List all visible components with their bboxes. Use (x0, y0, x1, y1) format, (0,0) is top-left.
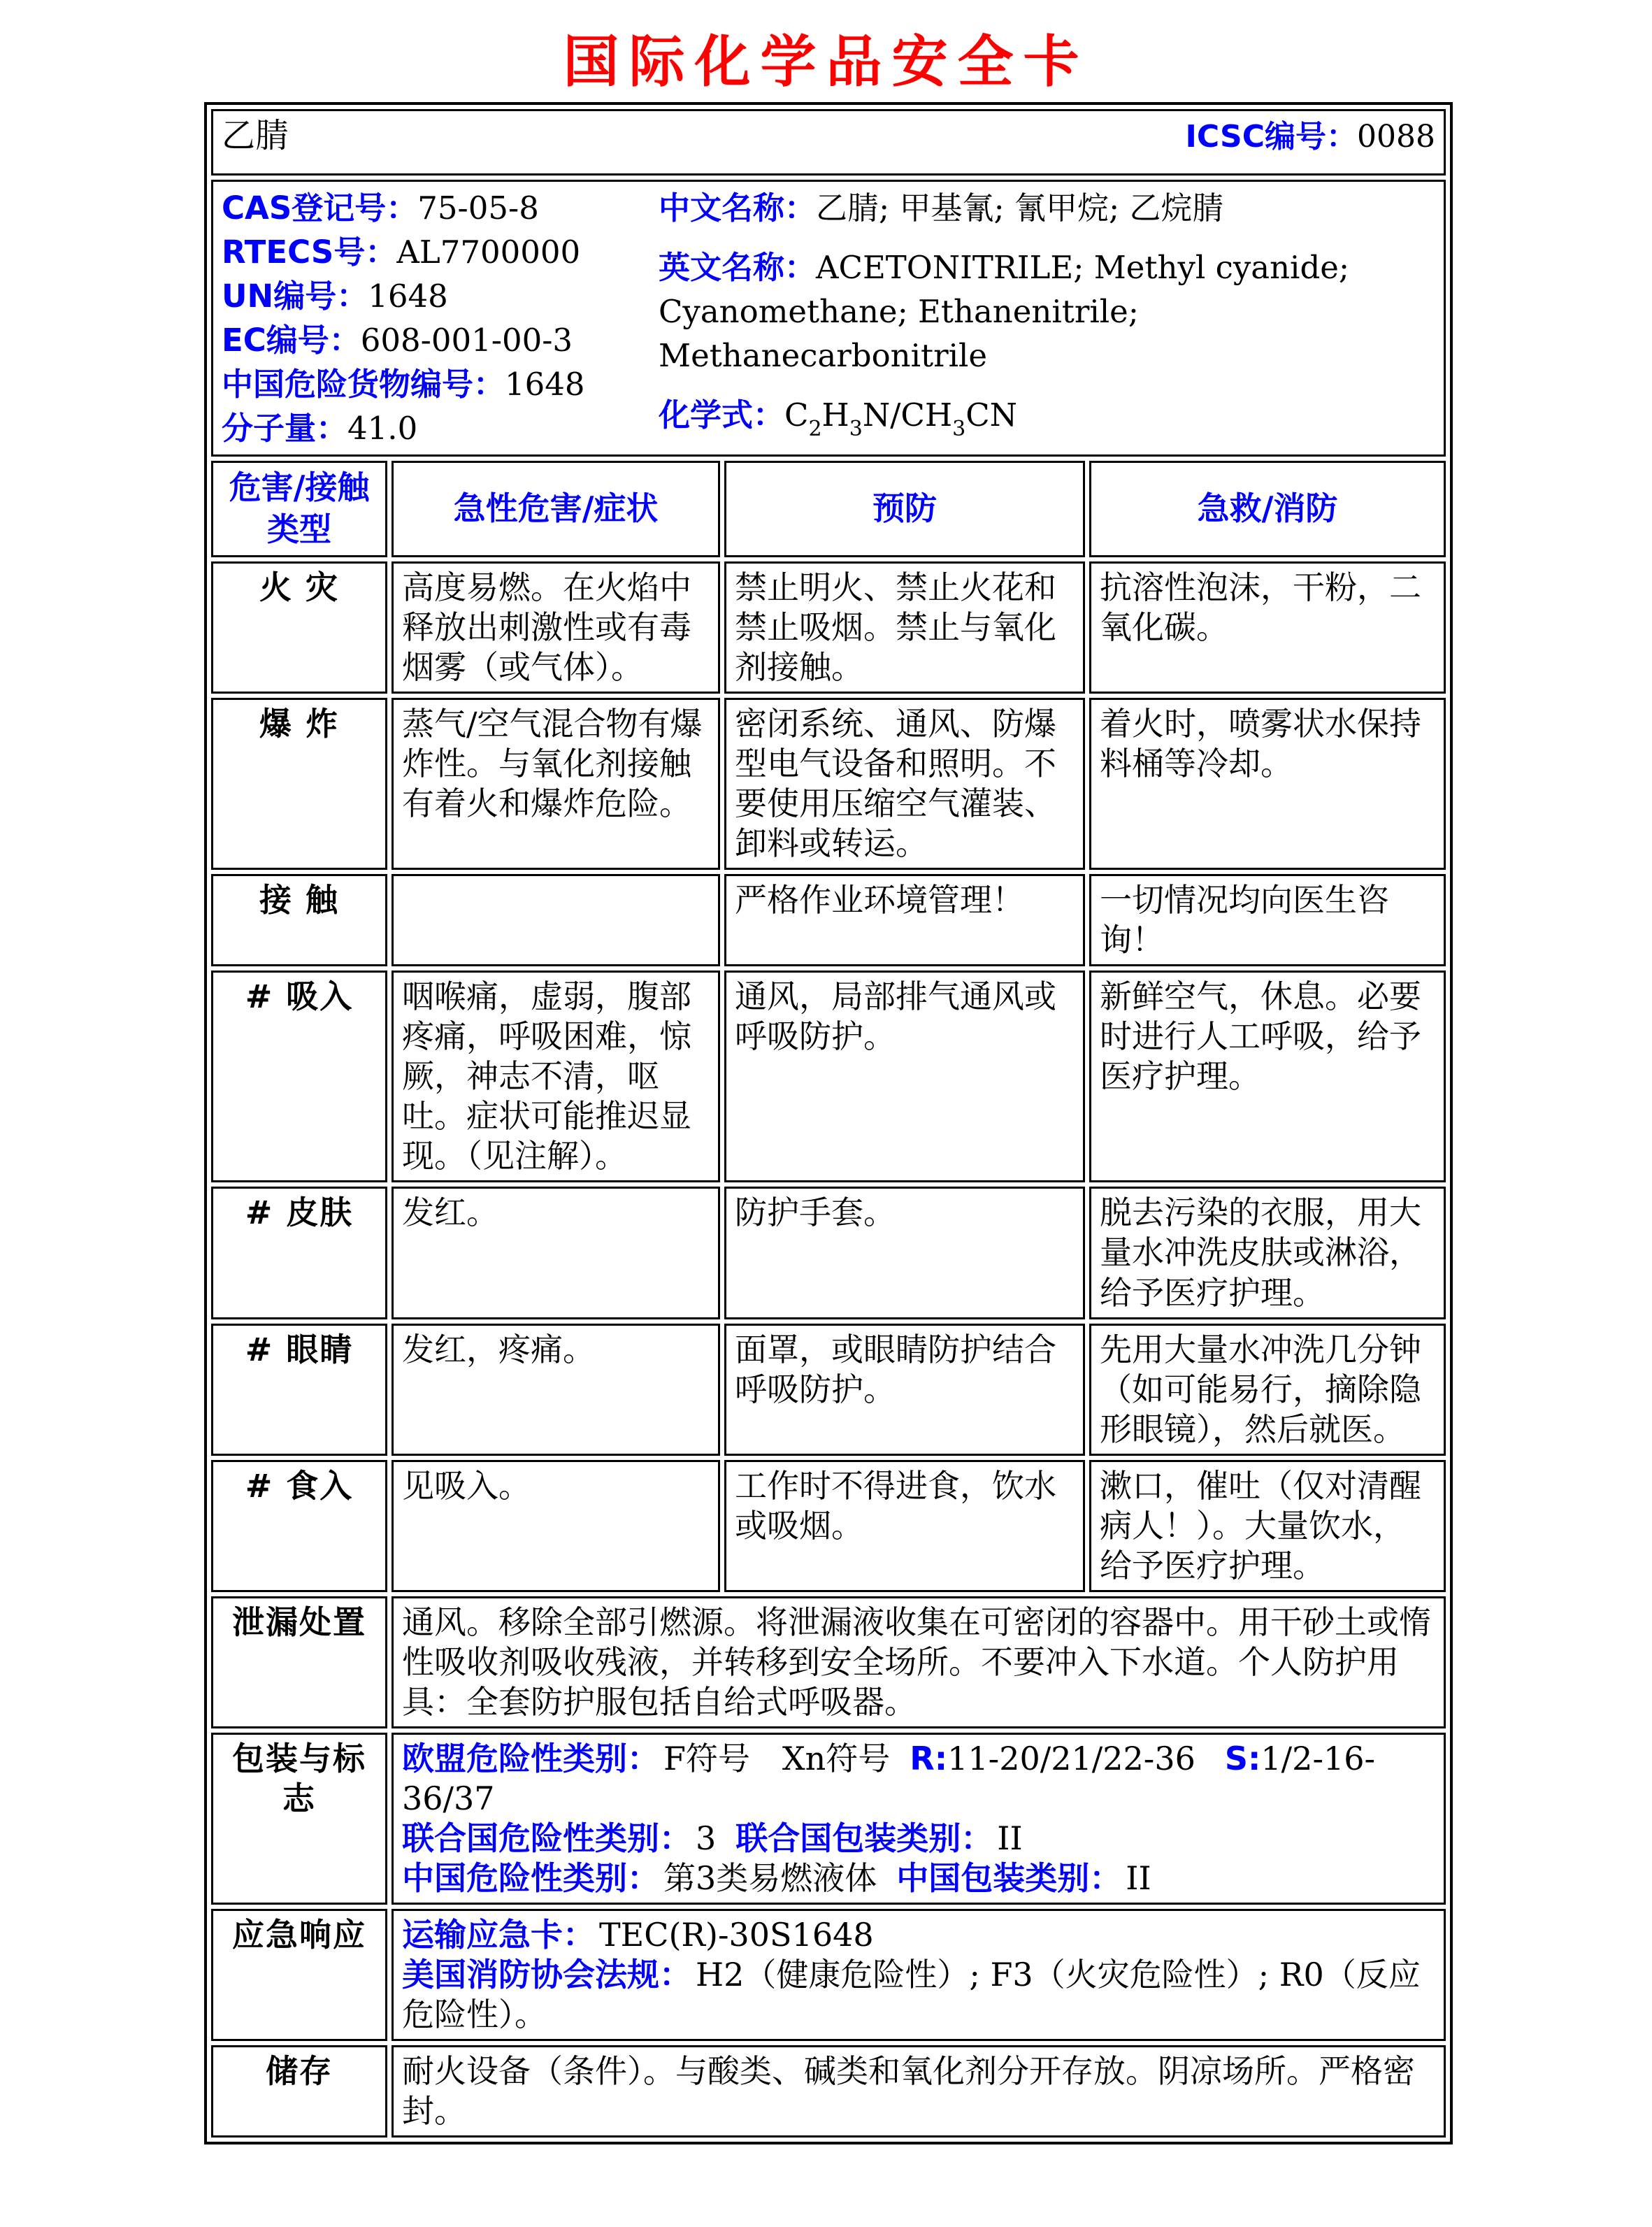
cn-pack-group-value: II (1126, 1859, 1151, 1897)
rtecs-number-label: RTECS号： (222, 234, 397, 271)
row-label-spill-disposal: 泄漏处置 (211, 1596, 387, 1728)
exposure-symptom-cell (392, 874, 720, 966)
row-label-packaging: 包装与标志 (211, 1733, 387, 1905)
cas-number-line (222, 186, 659, 230)
row-label-eyes: # 眼睛 (211, 1324, 387, 1456)
formula-line (659, 393, 1435, 441)
row-label-explosion: 爆 炸 (211, 698, 387, 870)
skin-prevention-cell: 防护手套。 (724, 1187, 1085, 1319)
exposure-prevention-cell: 严格作业环境管理！ (724, 874, 1085, 966)
ingestion-symptom-cell: 见吸入。 (392, 1460, 720, 1592)
inhalation-symptom-cell: 咽喉痛，虚弱，腹部疼痛，呼吸困难，惊厥，神志不清，呕吐。症状可能推迟显现。（见注解）。 (392, 971, 720, 1182)
molecular-weight-value: 41.0 (347, 410, 418, 447)
transport-emergency-card-line (402, 1915, 1435, 1955)
molecular-weight-line (222, 406, 659, 450)
packaging-un-line (402, 1819, 1435, 1859)
eu-hazard-class-label: 欧盟危险性类别： (402, 1739, 659, 1777)
packaging-eu-line (402, 1739, 1435, 1819)
name-list (659, 186, 1435, 450)
packaging-cell (392, 1733, 1446, 1905)
header-acute-symptoms: 急性危害/症状 (392, 461, 720, 557)
r-phrases-label: R: (910, 1739, 948, 1777)
icsc-number-label: ICSC编号： (1185, 119, 1358, 155)
exposure-firstaid-cell: 一切情况均向医生咨询！ (1089, 874, 1446, 966)
english-name-label: 英文名称： (659, 249, 817, 286)
cas-number-label: CAS登记号： (222, 189, 418, 227)
un-hazard-class-value: 3 (696, 1819, 717, 1857)
icsc-number-value: 0088 (1357, 119, 1435, 155)
transport-emergency-card-label: 运输应急卡： (402, 1915, 595, 1954)
ec-number-line (222, 318, 659, 362)
un-number-line (222, 274, 659, 318)
china-dg-number-value: 1648 (505, 366, 585, 403)
identifiers-row (211, 180, 1446, 457)
row-label-exposure: 接 触 (211, 874, 387, 966)
identifier-list (222, 186, 659, 450)
cn-pack-group-label: 中国包装类别： (896, 1859, 1122, 1897)
row-label-skin: # 皮肤 (211, 1187, 387, 1319)
english-name-line (659, 245, 1435, 378)
chemical-formula-value: $C_2H_3N/CH_3CN$ (784, 396, 1018, 441)
header-firstaid-firefighting: 急救/消防 (1089, 461, 1446, 557)
emergency-response-cell (392, 1909, 1446, 2041)
row-label-storage: 储存 (211, 2045, 387, 2138)
chinese-name-line (659, 186, 1435, 230)
header-prevention: 预防 (724, 461, 1085, 557)
ingestion-prevention-cell: 工作时不得进食，饮水或吸烟。 (724, 1460, 1085, 1592)
r-phrases-value: 11-20/21/22-36 (947, 1739, 1195, 1777)
skin-firstaid-cell: 脱去污染的衣服，用大量水冲洗皮肤或淋浴，给予医疗护理。 (1089, 1187, 1446, 1319)
un-pack-group-label: 联合国包装类别： (735, 1819, 993, 1857)
china-dg-number-line (222, 362, 659, 406)
un-number-label: UN编号： (222, 278, 368, 315)
row-label-inhalation: # 吸入 (211, 971, 387, 1182)
explosion-prevention-cell: 密闭系统、通风、防爆型电气设备和照明。不要使用压缩空气灌装、卸料或转运。 (724, 698, 1085, 870)
china-dg-number-label: 中国危险货物编号： (222, 366, 505, 403)
un-number-value: 1648 (368, 278, 448, 315)
icsc-card-table (204, 102, 1453, 2144)
row-label-fire: 火 灾 (211, 561, 387, 694)
name-row (211, 109, 1446, 176)
storage-cell: 耐火设备（条件）。与酸类、碱类和氧化剂分开存放。阴凉场所。严格密封。 (392, 2045, 1446, 2138)
eu-hazard-class-value: F符号 Xn符号 (663, 1739, 891, 1777)
fire-prevention-cell: 禁止明火、禁止火花和禁止吸烟。禁止与氧化剂接触。 (724, 561, 1085, 694)
inhalation-prevention-cell: 通风，局部排气通风或呼吸防护。 (724, 971, 1085, 1182)
explosion-firstaid-cell: 着火时，喷雾状水保持料桶等冷却。 (1089, 698, 1446, 870)
packaging-cn-line (402, 1859, 1435, 1898)
cn-hazard-class-label: 中国危险性类别： (402, 1859, 659, 1897)
row-label-emergency-response: 应急响应 (211, 1909, 387, 2041)
cas-number-value: 75-05-8 (417, 189, 539, 227)
english-name-value: ACETONITRILE; Methyl cyanide; Cyanomethane; Ethanenitrile; Methanecarbonitrile (659, 249, 1350, 374)
explosion-symptom-cell: 蒸气/空气混合物有爆炸性。与氧化剂接触有着火和爆炸危险。 (392, 698, 720, 870)
chinese-name-label: 中文名称： (659, 189, 817, 227)
spill-disposal-cell: 通风。移除全部引燃源。将泄漏液收集在可密闭的容器中。用干砂土或惰性吸收剂吸收残液，并转移到安全场所。不要冲入下水道。个人防护用具：全套防护服包括自给式呼吸器。 (392, 1596, 1446, 1728)
molecular-weight-label: 分子量： (222, 410, 348, 447)
s-phrases-label: S: (1224, 1739, 1261, 1777)
row-label-ingestion: # 食入 (211, 1460, 387, 1592)
chinese-name-value: 乙腈; 甲基氰; 氰甲烷; 乙烷腈 (816, 189, 1224, 227)
eyes-symptom-cell: 发红，疼痛。 (392, 1324, 720, 1456)
icsc-number (1186, 118, 1435, 157)
transport-emergency-card-value: TEC(R)-30S1648 (599, 1915, 874, 1954)
chemical-formula-label: 化学式： (659, 396, 785, 434)
ec-number-label: EC编号： (222, 322, 361, 359)
un-hazard-class-label: 联合国危险性类别： (402, 1819, 691, 1857)
nfpa-code-line (402, 1955, 1435, 2035)
rtecs-number-value: AL7700000 (396, 234, 581, 271)
nfpa-code-value: H2（健康危险性）; F3（火灾危险性）; R0（反应危险性）。 (402, 1955, 1421, 2033)
s-phrases-value: 1/2-16-36/37 (402, 1739, 1376, 1817)
eyes-prevention-cell: 面罩，或眼睛防护结合呼吸防护。 (724, 1324, 1085, 1456)
header-hazard-type: 危害/接触 类型 (211, 461, 387, 557)
ingestion-firstaid-cell: 漱口，催吐（仅对清醒病人！）。大量饮水，给予医疗护理。 (1089, 1460, 1446, 1592)
nfpa-code-label: 美国消防协会法规： (402, 1955, 691, 1993)
fire-firstaid-cell: 抗溶性泡沫，干粉，二氧化碳。 (1089, 561, 1446, 694)
cn-hazard-class-value: 第3类易燃液体 (663, 1859, 877, 1897)
rtecs-number-line (222, 230, 659, 274)
inhalation-firstaid-cell: 新鲜空气，休息。必要时进行人工呼吸，给予医疗护理。 (1089, 971, 1446, 1182)
chemical-name: 乙腈 (222, 116, 289, 155)
eyes-firstaid-cell: 先用大量水冲洗几分钟（如可能易行，摘除隐形眼镜），然后就医。 (1089, 1324, 1446, 1456)
skin-symptom-cell: 发红。 (392, 1187, 720, 1319)
ec-number-value: 608-001-00-3 (360, 322, 573, 359)
page-title: 国际化学品安全卡 (563, 29, 1089, 94)
fire-symptom-cell: 高度易燃。在火焰中释放出刺激性或有毒烟雾（或气体）。 (392, 561, 720, 694)
un-pack-group-value: II (997, 1819, 1023, 1857)
